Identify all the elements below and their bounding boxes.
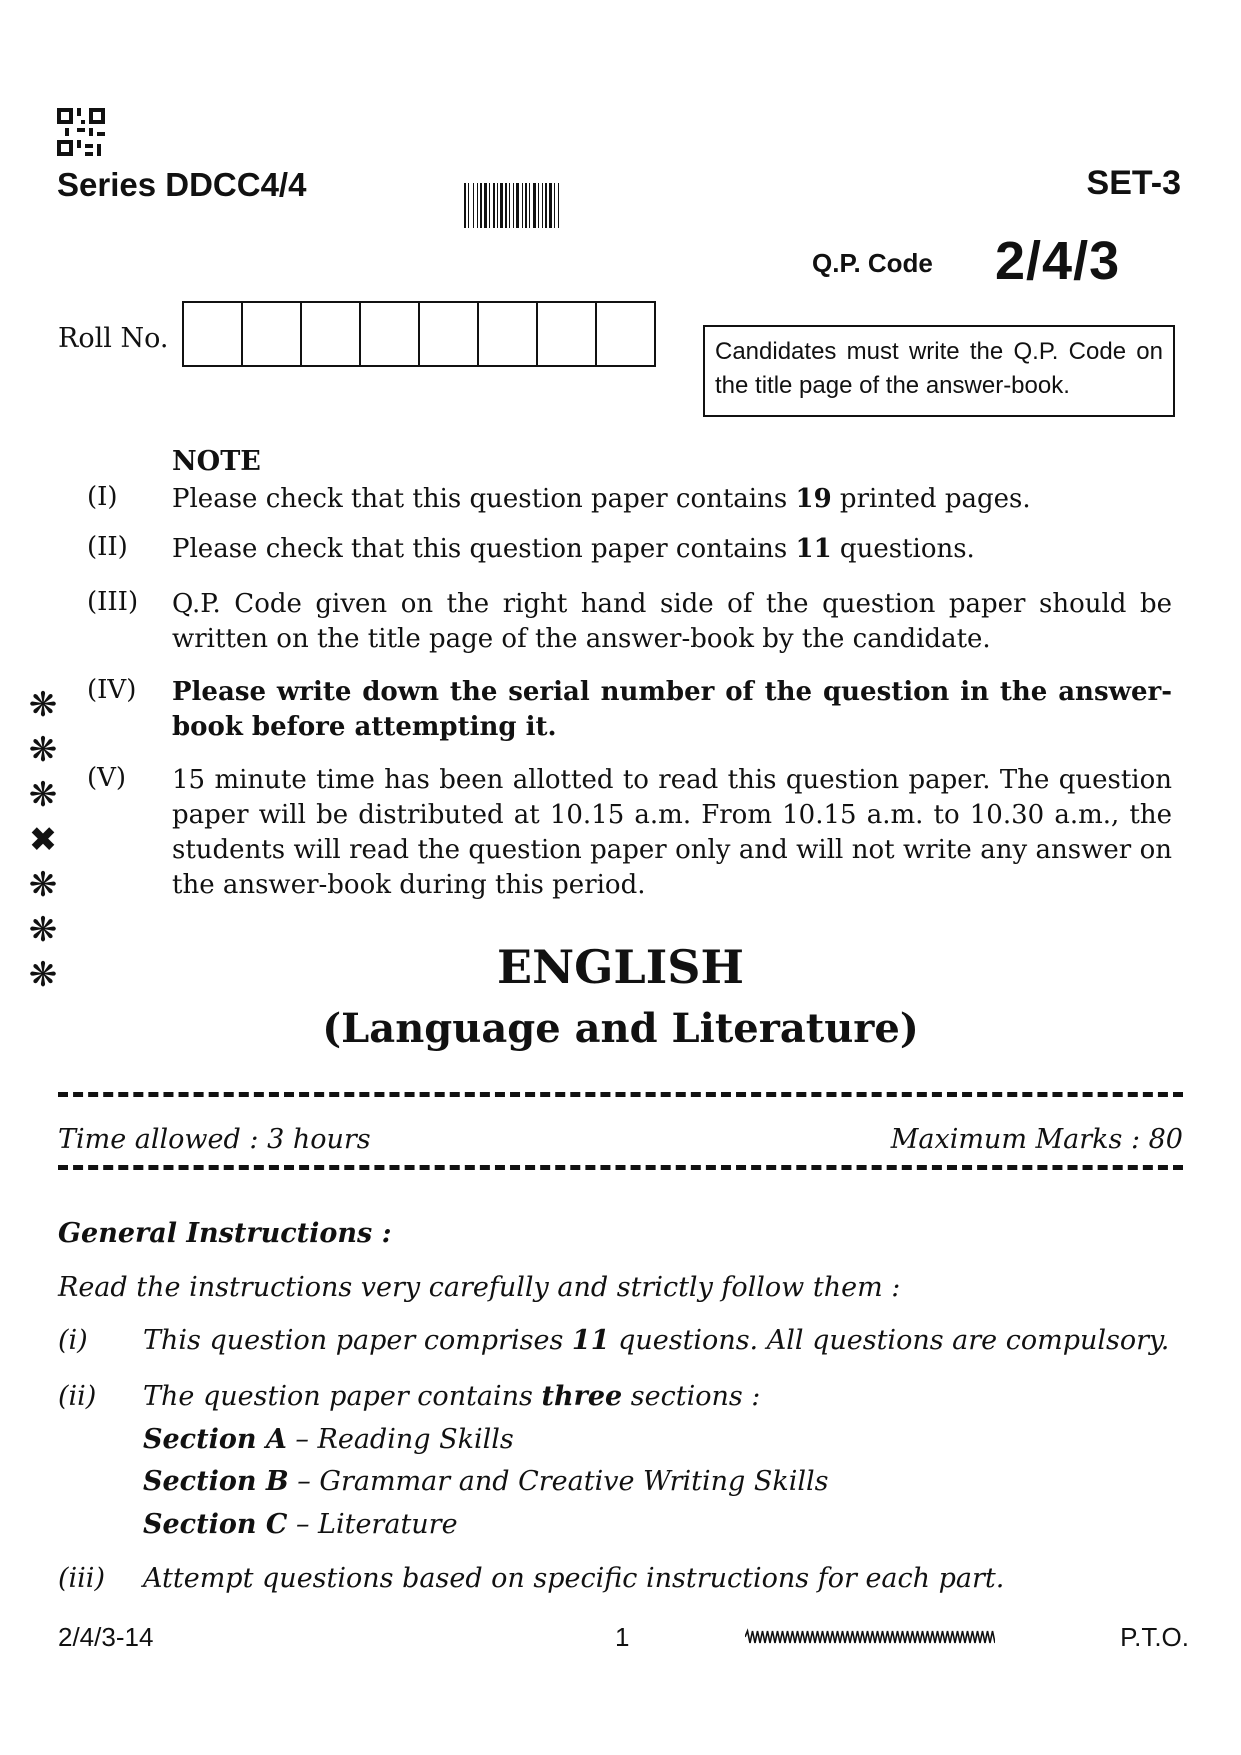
instruction-number: (iii) (58, 1563, 105, 1594)
asterisk-icon: ❋ (28, 685, 58, 725)
instruction-number: (i) (58, 1325, 88, 1356)
footer-paper-code: 2/4/3-14 (58, 1622, 154, 1652)
note-item-text: 15 minute time has been allotted to read this question paper. The question paper will be distributed at 10.15 a.m. From 10.15 a.m. to 10.30 a.m., the students will read the question paper only and will not write any answer on the answer-book during this period. (172, 765, 1172, 900)
time-allowed: Time allowed : 3 hours (58, 1124, 371, 1155)
asterisk-icon: ❋ (28, 865, 58, 905)
roll-number-boxes[interactable] (182, 301, 656, 367)
roll-number-cell[interactable] (184, 303, 243, 365)
instruction-number: (ii) (58, 1381, 97, 1412)
note-item-number: (I) (87, 482, 118, 512)
roll-number-cell[interactable] (302, 303, 361, 365)
section-line: Section A – Reading Skills (143, 1424, 514, 1455)
note-item-number: (IV) (87, 675, 137, 705)
instruction-text: This question paper comprises 11 questions. All questions are compulsory. (143, 1325, 1170, 1356)
general-instructions-title: General Instructions : (58, 1218, 392, 1249)
asterisk-icon: ❋ (28, 730, 58, 770)
roll-number-cell[interactable] (243, 303, 302, 365)
note-item-number: (III) (87, 587, 139, 617)
roll-number-cell[interactable] (597, 303, 654, 365)
instruction-text: The question paper contains three sections : (143, 1381, 761, 1412)
roll-number-cell[interactable] (420, 303, 479, 365)
cross-mark-icon: ✖ (28, 820, 58, 860)
note-item-text: Please write down the serial number of the question in the answer-book before attempting it. (172, 677, 1172, 742)
footer-pto: P.T.O. (1120, 1622, 1189, 1652)
asterisk-icon: ❋ (28, 955, 58, 995)
footer-page-number: 1 (615, 1622, 630, 1652)
qp-code-label: Q.P. Code (812, 248, 933, 278)
set-label: SET-3 (1086, 164, 1181, 202)
asterisk-icon: ❋ (28, 910, 58, 950)
squiggle-decoration (745, 1628, 995, 1646)
note-item-number: (V) (87, 763, 127, 793)
section-line: Section C – Literature (143, 1509, 458, 1540)
roll-number-cell[interactable] (538, 303, 597, 365)
divider (58, 1092, 1183, 1097)
series-label: Series DDCC4/4 (57, 166, 307, 203)
roll-number-cell[interactable] (361, 303, 420, 365)
note-item-text: Q.P. Code given on the right hand side of the question paper should be written on the title page of the answer-book by the candidate. (172, 589, 1172, 654)
note-title: NOTE (172, 446, 261, 477)
note-item-number: (II) (87, 532, 128, 562)
instruction-text: Attempt questions based on specific instructions for each part. (143, 1563, 1005, 1594)
divider (58, 1165, 1183, 1170)
qp-code-value: 2/4/3 (995, 231, 1121, 291)
maximum-marks: Maximum Marks : 80 (890, 1124, 1183, 1155)
section-line: Section B – Grammar and Creative Writing Skills (143, 1466, 829, 1497)
general-instructions-intro: Read the instructions very carefully and strictly follow them : (58, 1272, 901, 1303)
subject-subtitle: (Language and Literature) (322, 1005, 919, 1052)
barcode-image (464, 183, 636, 228)
note-item-text: Please check that this question paper contains 19 printed pages. (172, 484, 1031, 514)
subject-title: ENGLISH (497, 940, 744, 994)
candidate-instruction-box: Candidates must write the Q.P. Code on the title page of the answer-book. (703, 325, 1175, 417)
qr-code (57, 108, 105, 156)
roll-number-label: Roll No. (58, 323, 169, 354)
note-item-text: Please check that this question paper contains 11 questions. (172, 534, 975, 564)
roll-number-cell[interactable] (479, 303, 538, 365)
asterisk-icon: ❋ (28, 775, 58, 815)
